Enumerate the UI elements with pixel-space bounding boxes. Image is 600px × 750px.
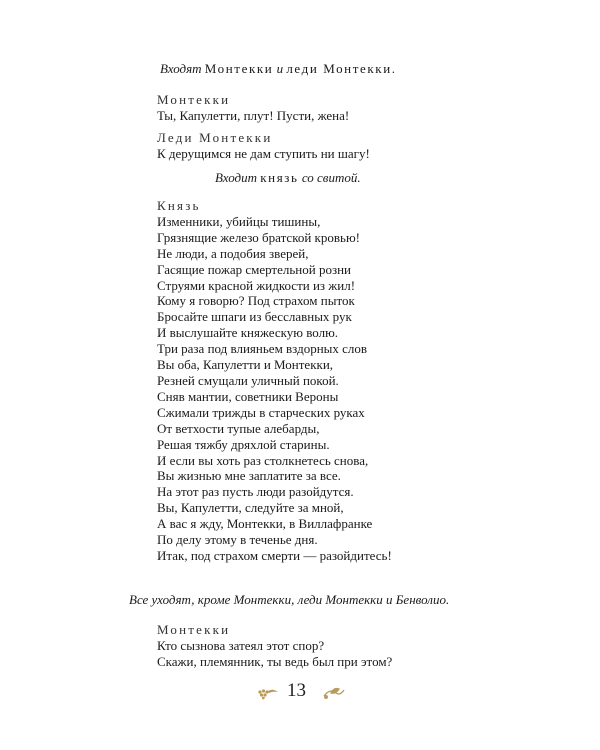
speech-prince	[157, 198, 392, 564]
verse-line: Грязнящие железо братской кровью!	[157, 229, 360, 245]
stage-italic: Входит	[215, 170, 257, 185]
verse-line: Вы, Капулетти, следуйте за мной,	[157, 500, 344, 516]
verse-line: Гасящие пожар смертельной розни	[157, 261, 352, 277]
leaf-ornament-icon	[322, 686, 346, 700]
verse-line: По делу этому в теченье дня.	[157, 532, 318, 548]
speech-montague-2	[157, 622, 392, 670]
verse-line: Кто сызнова затеял этот спор?	[157, 637, 325, 653]
verse-line: Три раза под влияньем вздорных слов	[157, 341, 368, 357]
page-number: 13	[287, 680, 306, 701]
verse-line: Не люди, а подобия зверей,	[157, 245, 309, 261]
verse-line: Струями красной жидкости из жил!	[157, 277, 356, 293]
speaker-name: Монтекки	[157, 92, 231, 107]
speech-montague-1	[157, 92, 349, 124]
speaker-name: Монтекки	[157, 622, 231, 637]
stage-names: леди Монтекки.	[286, 61, 397, 76]
verse-line: Бросайте шпаги из бесславных рук	[157, 309, 352, 325]
verse-line: Решая тяжбу дряхлой старины.	[157, 436, 330, 452]
speaker-name: Князь	[157, 198, 201, 213]
verse-line: К дерущимся не дам ступить ни шагу!	[157, 145, 370, 161]
verse-line: И выслушайте княжескую волю.	[157, 325, 339, 341]
verse-line: Итак, под страхом смерти — разойдитесь!	[157, 547, 392, 563]
stage-direction-enter-montague	[160, 61, 397, 77]
verse-line: Сжимали трижды в старческих руках	[157, 404, 365, 420]
verse-line: А вас я жду, Монтекки, в Виллафранке	[157, 516, 373, 532]
verse-line: Кому я говорю? Под страхом пыток	[157, 293, 355, 309]
speaker-name: Леди Монтекки	[157, 130, 273, 145]
verse-line: Вы жизнью мне заплатите за все.	[157, 468, 341, 484]
stage-italic: Входят	[160, 61, 202, 76]
verse-line: Скажи, племянник, ты ведь был при этом?	[157, 653, 393, 669]
page-footer	[0, 680, 600, 710]
verse-line: Изменники, убийцы тишины,	[157, 213, 321, 229]
verse-line: На этот раз пусть люди разойдутся.	[157, 484, 354, 500]
verse-line: Резней смущали уличный покой.	[157, 372, 339, 388]
verse-line: Ты, Капулетти, плут! Пусти, жена!	[157, 107, 350, 123]
verse-line: Сняв мантии, советники Вероны	[157, 388, 339, 404]
stage-names: Монтекки	[204, 61, 274, 76]
speech-lady-montague	[157, 130, 370, 162]
stage-italic: Все уходят, кроме Монтекки, леди Монтекки и Бенволио.	[129, 592, 450, 607]
verse-line: И если вы хоть раз столкнетесь снова,	[157, 452, 369, 468]
stage-direction-enter-prince	[215, 170, 361, 186]
grape-ornament-icon	[256, 686, 280, 700]
stage-direction-exeunt	[129, 592, 449, 608]
stage-italic: и	[276, 61, 284, 76]
stage-italic: со свитой.	[301, 170, 361, 185]
verse-line: Вы оба, Капулетти и Монтекки,	[157, 357, 334, 373]
verse-line: От ветхости тупые алебарды,	[157, 420, 320, 436]
stage-names: князь	[260, 170, 299, 185]
